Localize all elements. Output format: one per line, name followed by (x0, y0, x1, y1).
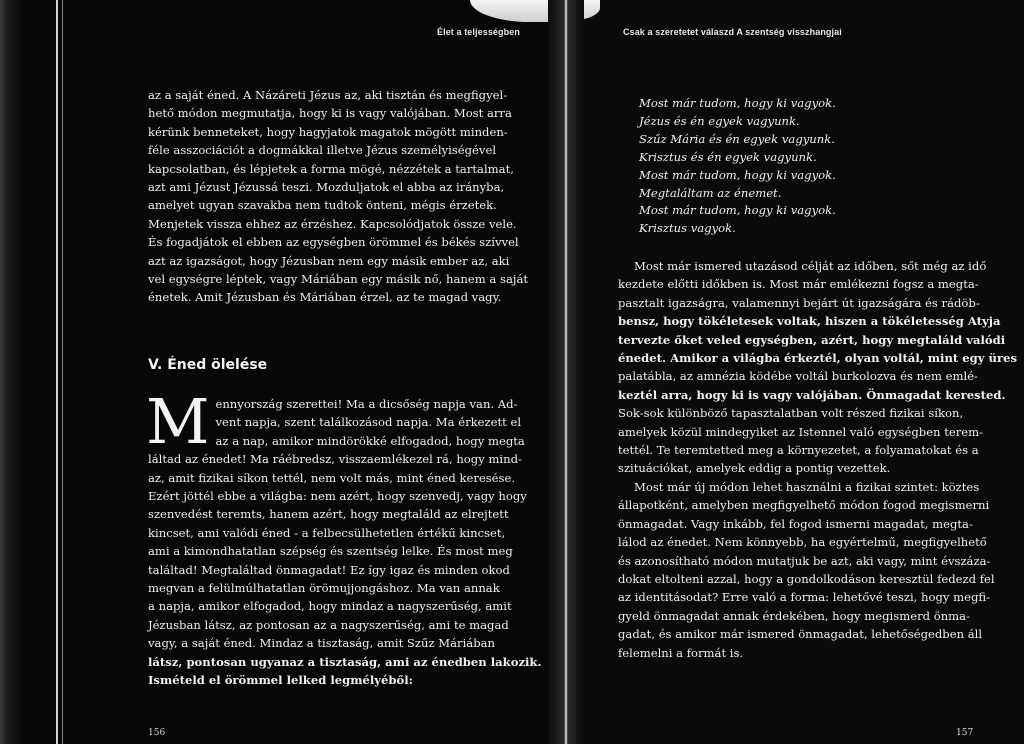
text-line: tervezte őket veled egységben, azért, hogy megtaláld valódi (618, 332, 1006, 347)
text-line: vagy, a saját éned. Mindaz a tisztaság, amit Szűz Máriában (148, 636, 495, 651)
text-line: a napja, amikor elfogadod, hogy mindaz a nagyszerűség, amit (148, 599, 512, 614)
book-gutter (548, 0, 584, 744)
text-line: énedet. Amikor a világba érkeztél, olyan voltál, mint egy üres (618, 351, 1017, 366)
left-paragraph-1 (148, 86, 529, 307)
text-line: gyeld önmagadat annak érdekében, hogy megismerd önma- (618, 608, 970, 623)
text-line: Ezért jöttél ebbe a világba: nem azért, hogy szenvedj, vagy hogy (148, 489, 527, 504)
text-line: kapcsolatban, és lépjetek a forma mögé, nézzétek a tartalmat, (148, 161, 514, 176)
text-line: állapotként, amelyben megfigyelhető módon fogod megismerni (618, 498, 990, 513)
text-line: Menjetek vissza ehhez az érzéshez. Kapcsolódjatok össze vele. (148, 216, 517, 231)
italic-line: Szűz Mária és én egyek vagyunk. (639, 131, 835, 146)
text-line: amelyet ugyan szavakba nem tudtok önteni, mégis érzetek. (148, 198, 497, 213)
text-line: vel egységre léptek, vagy Máriában egy másik nő, hanem a saját (148, 272, 529, 287)
right-paragraph-1 (618, 257, 1017, 478)
left-page-number: 156 (148, 728, 166, 738)
text-line: bensz, hogy tökéletesek voltak, hiszen a tökéletesség Atyja (618, 314, 1001, 329)
right-running-head: Csak a szeretetet válaszd A szentség visszhangjai (623, 27, 842, 37)
bold-text-line: Ismételd el örömmel lelked legmélyéből: (148, 673, 413, 688)
text-line: amelyek közül mindegyiket az Istennel való egységben terem- (618, 424, 984, 439)
text-line: önmagadat. Vagy inkább, fel fogod ismerni magadat, megta- (618, 516, 973, 531)
text-line: azt az igazságot, hogy Jézusban nem egy másik ember az, aki (148, 253, 510, 268)
text-line: dokat eltolteni azzal, hogy a gondolkodáson keresztül fedezd fel (618, 572, 995, 587)
text-line: Sok-sok különböző tapasztalatban volt részed fizikai síkon, (618, 406, 964, 421)
text-line: az a saját éned. A Názáreti Jézus az, aki tisztán és megfigyel- (148, 88, 508, 102)
text-line: azt ami Jézust Jézussá teszi. Mozduljatok el abba az irányba, (148, 180, 505, 195)
left-paragraph-2 (148, 450, 527, 652)
text-line: ami a kimondhatatlan szépség és szentség lelke. És most meg (148, 544, 513, 559)
text-line: kezdete előtti időkben is. Most már emlékezni fogsz a megta- (618, 277, 979, 292)
italic-line: Megtaláltam az énemet. (639, 185, 782, 200)
text-line: kincset, ami valódi éned - a felbecsülhetetlen értékű kincset, (148, 525, 506, 540)
text-line: keztél arra, hogy ki is vagy valójában. Önmagadat kerested. (618, 387, 1006, 402)
page-edge-line (56, 0, 58, 744)
text-line: vent napja, szent találkozásod napja. Ma érkezett el (215, 415, 522, 430)
italic-line: Krisztus és én egyek vagyunk. (639, 149, 817, 164)
text-line: lálod az énedet. Nem könnyebb, ha egyértelmű, megfigyelhető (618, 535, 987, 550)
text-line: énetek. Amit Jézusban és Máriában érzel, az te magad vagy. (148, 290, 502, 305)
left-page-edge (0, 0, 40, 744)
text-line: felemelni a formát is. (618, 645, 744, 660)
right-page-number: 157 (956, 728, 974, 738)
dropcap-paragraph (146, 385, 542, 690)
left-running-head: Élet a teljességben (437, 27, 520, 37)
text-line: Most már új módon lehet használni a fizikai szintet: köztes (634, 480, 980, 494)
italic-line: Most már tudom, hogy ki vagyok. (639, 167, 836, 182)
text-line: szituációkat, amelyek eddig a pontig vezettek. (618, 461, 891, 476)
text-line: Most már ismered utazásod célját az időben, sőt még az idő (634, 259, 987, 273)
text-line: az identitásodat? Erre való a forma: lehetővé teszi, hogy megfi- (618, 590, 991, 605)
text-line: És fogadjátok el ebben az egységben örömmel és békés szívvel (148, 235, 519, 250)
italic-line: Most már tudom, hogy ki vagyok. (639, 96, 836, 110)
right-page (566, 0, 1024, 744)
page-edge-line (62, 0, 63, 744)
text-line: láltad az énedet! Ma ráébredsz, visszaemlékezel rá, hogy mind- (148, 452, 522, 467)
text-line: féle asszociációt a dogmákkal illetve Jézus személyiségével (148, 143, 497, 158)
text-line: és azonosítható módon mutatjuk be azt, aki vagy, mint évszáza- (618, 553, 991, 568)
text-line: az a nap, amikor mindörökké elfogadod, hogy megta (215, 433, 525, 448)
bold-text-line: látsz, pontosan ugyanaz a tisztaság, ami az énedben lakozik. (148, 654, 542, 669)
text-line: találtad! Megtaláltad önmagadat! Ez így igaz és minden okod (148, 562, 510, 577)
text-line: szenvedést teremts, hanem azért, hogy megtaláld az elrejtett (148, 507, 509, 522)
left-bold-lines (148, 653, 542, 690)
italic-affirmation (639, 95, 929, 238)
section-heading: V. Éned ölelése (148, 357, 268, 373)
text-line: Jézusban látsz, az pontosan az a nagyszerűség, ami te magad (148, 617, 509, 632)
right-paragraph-2 (618, 478, 995, 662)
dropcap-letter: M (146, 385, 210, 458)
text-line: megvan a felülmúlhatatlan örömujjongáshoz. Ma van annak (148, 581, 500, 596)
text-line: tettél. Te teremtetted meg a környezetet, a folyamatokat és a (618, 443, 979, 458)
text-line: pasztalt igazságra, valamennyi bejárt út igazságára és rádöb- (618, 295, 980, 310)
text-line: az, amit fizikai síkon tettél, nem volt más, mint éned keresése. (148, 470, 516, 485)
italic-line: Jézus és én egyek vagyunk. (639, 113, 800, 128)
italic-line: Krisztus vagyok. (639, 221, 736, 236)
text-line: palatábla, az amnézia ködébe voltál burkolozva és nem emlé- (618, 369, 978, 384)
italic-line: Most már tudom, hogy ki vagyok. (639, 203, 836, 218)
text-line: hető módon megmutatja, hogy ki is vagy valójában. Most arra (148, 106, 512, 121)
text-line: ennyország szerettei! Ma a dicsőség napja van. Ad- (215, 397, 518, 411)
text-line: kérünk benneteket, hogy hagyjatok magatok mögött minden- (148, 124, 508, 139)
text-line: gadat, és amikor már ismered önmagadat, lehetőségedben áll (618, 627, 983, 642)
